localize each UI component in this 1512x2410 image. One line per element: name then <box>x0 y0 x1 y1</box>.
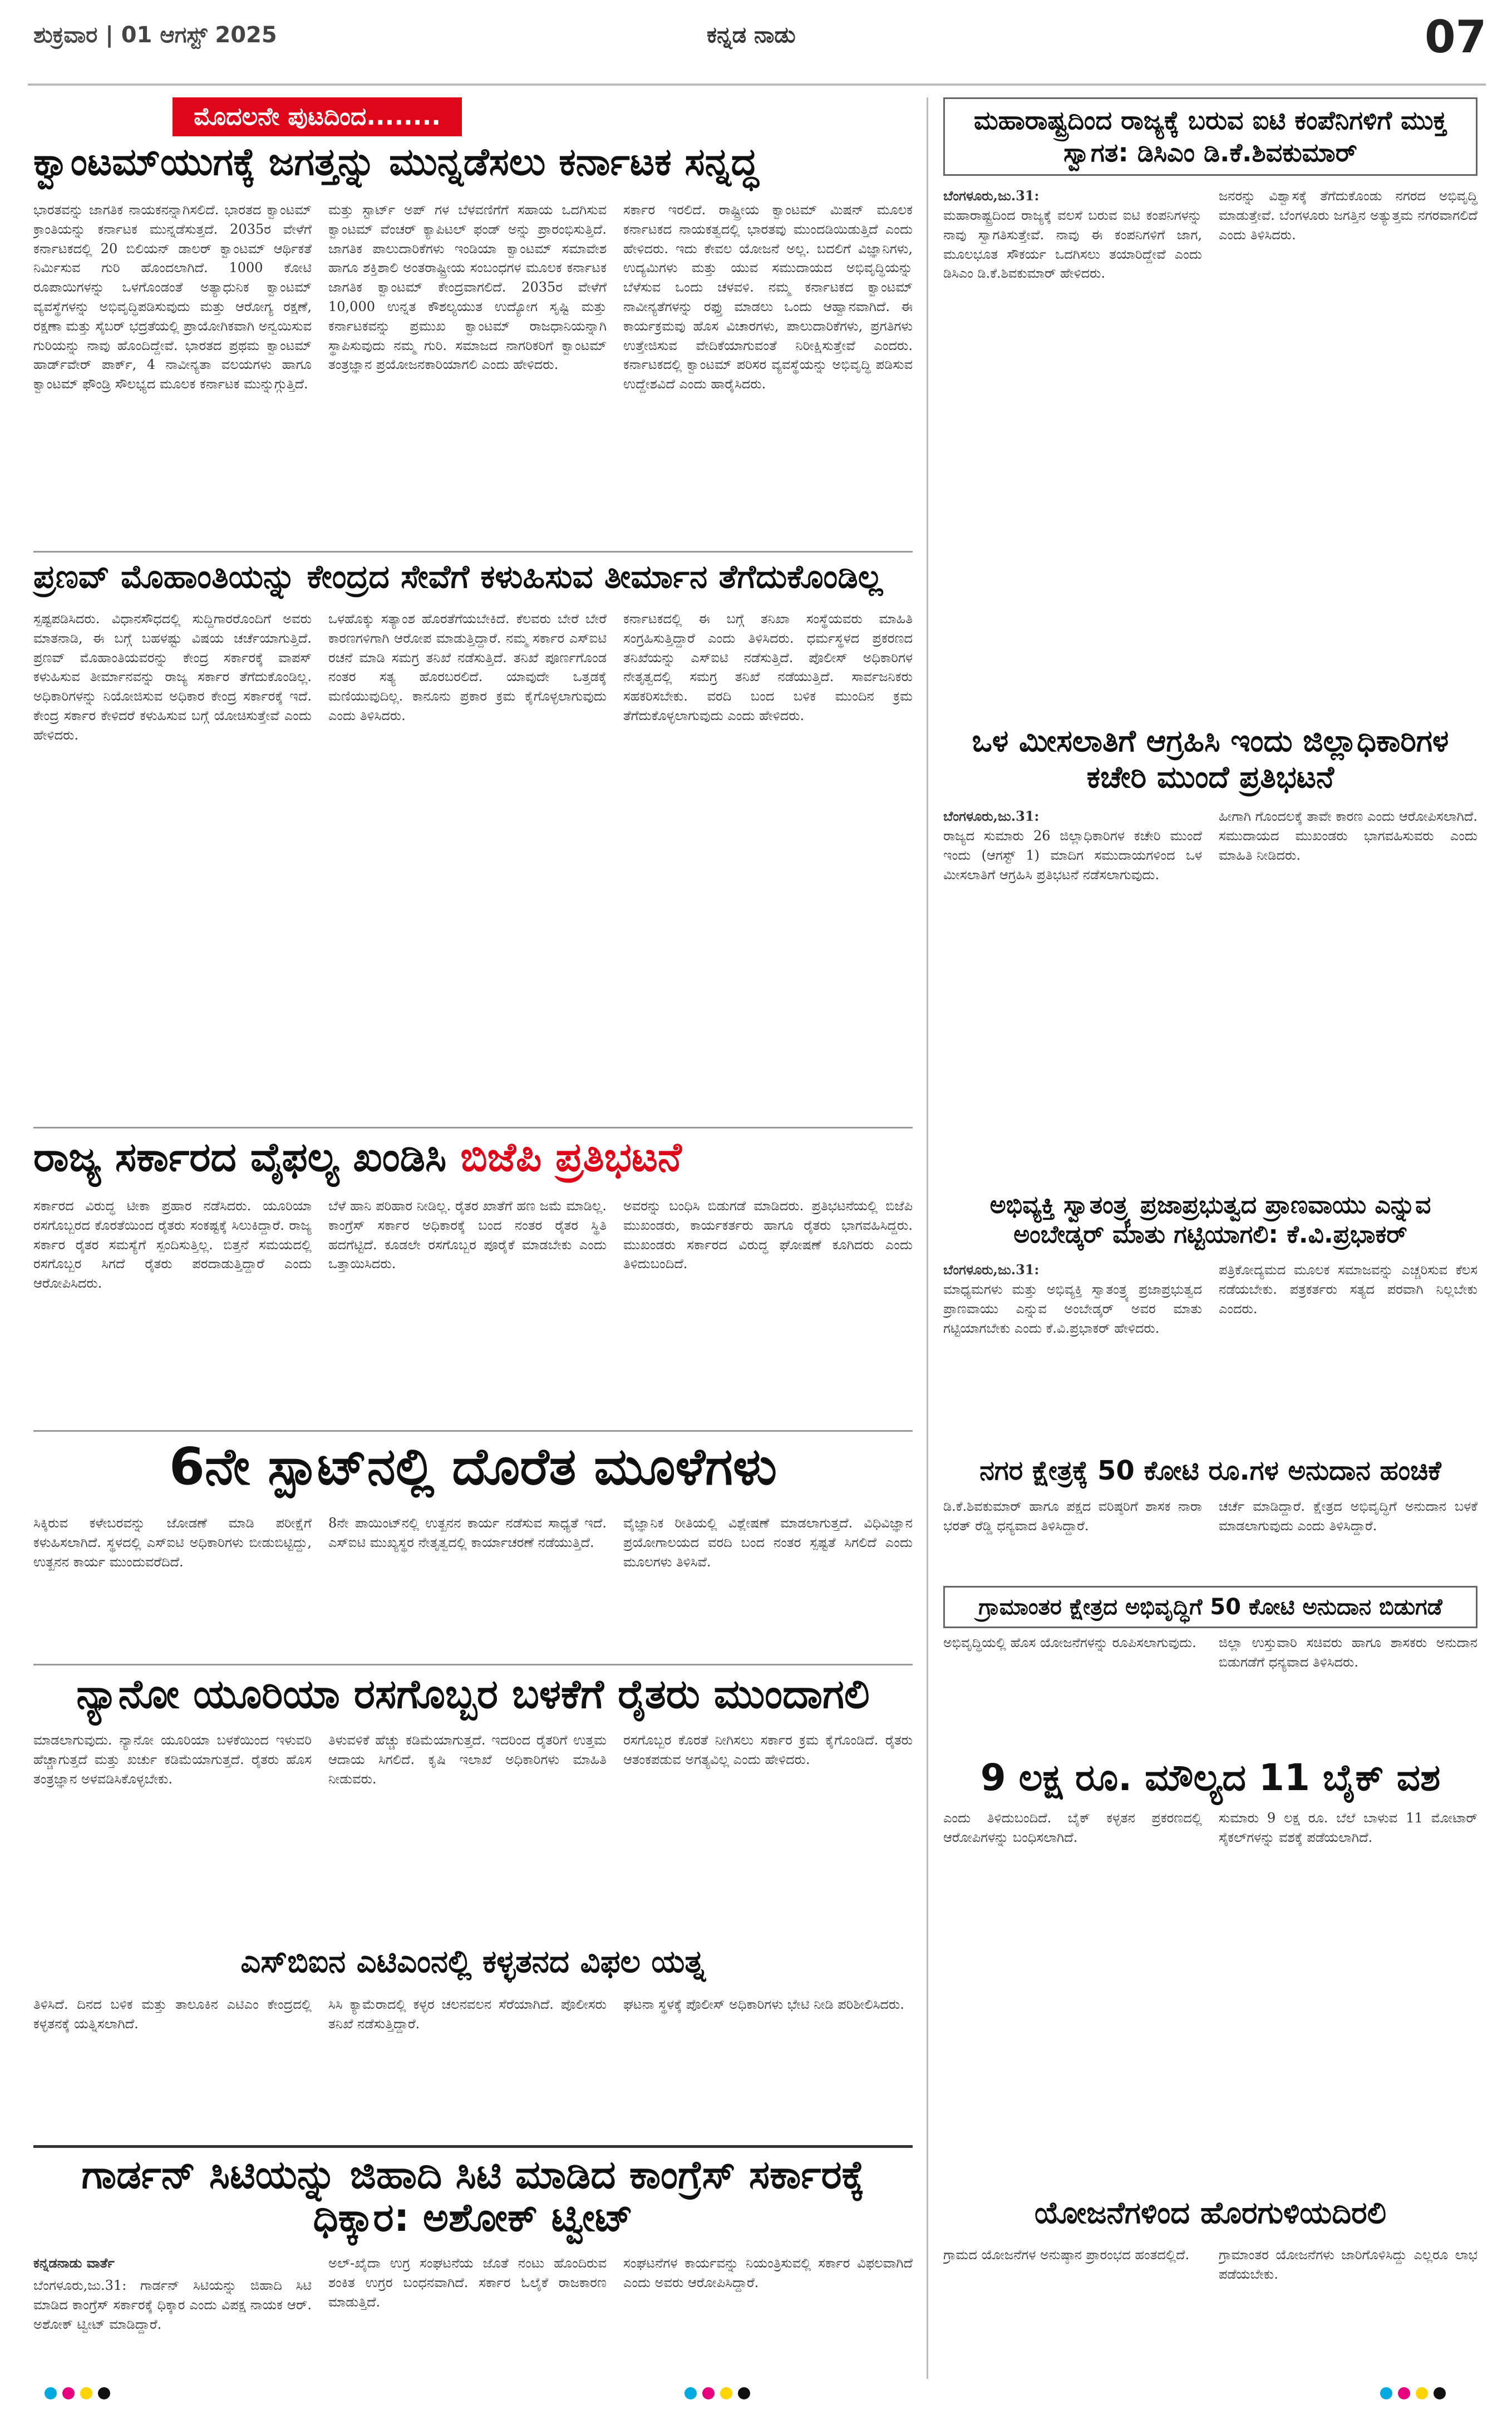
bones-col-2: 8ನೇ ಪಾಯಿಂಟ್‌ನಲ್ಲಿ ಉತ್ಖನನ ಕಾರ್ಯ ನಡೆಸುವ ಸಾಧ್ಯತೆ ಇದೆ. ಎಸ್‌ಐಟಿ ಮುಖ್ಯಸ್ಥರ ನೇತೃತ್ವದಲ್ಲಿ ಕಾರ್ಯಾಚರಣೆ ನಡೆಯುತ್ತಿದೆ. <box>328 1515 607 1550</box>
bones-col-3: ವೈಜ್ಞಾನಿಕ ರೀತಿಯಲ್ಲಿ ವಿಶ್ಲೇಷಣೆ ಮಾಡಲಾಗುತ್ತದೆ. ವಿಧಿವಿಜ್ಞಾನ ಪ್ರಯೋಗಾಲಯದ ವರದಿ ಬಂದ ನಂತರ ಸ್ಪಷ್ಟತೆ ಸಿಗಲಿದೆ ಎಂದು ಮೂಲಗಳು ತಿಳಿಸಿವೆ. <box>623 1515 913 1570</box>
bikes-headline: 9 ಲಕ್ಷ ರೂ. ಮೌಲ್ಯದ 11 ಬೈಕ್ ವಶ <box>980 1756 1441 1799</box>
atm-col-2: ಸಿಸಿ ಕ್ಯಾಮೆರಾದಲ್ಲಿ ಕಳ್ಳರ ಚಲನವಲನ ಸೆರೆಯಾಗಿದೆ. ಪೊಲೀಸರು ತನಿಖೆ ನಡೆಸುತ್ತಿದ್ದಾರೆ. <box>328 1997 607 2032</box>
garden-headline: ಗಾರ್ಡನ್ ಸಿಟಿಯನ್ನು ಜಿಹಾದಿ ಸಿಟಿ ಮಾಡಿದ ಕಾಂಗ್ರೆಸ್ ಸರ್ಕಾರಕ್ಕೆ ಧಿಕ್ಕಾರ: ಅಶೋಕ್ ಟ್ವೀಟ್ <box>81 2152 865 2240</box>
rural-grant-col-2: ಜಿಲ್ಲಾ ಉಸ್ತುವಾರಿ ಸಚಿವರು ಹಾಗೂ ಶಾಸಕರು ಅನುದಾನ ಬಿಡುಗಡೆಗೆ ಧನ್ಯವಾದ ತಿಳಿಸಿದರು. <box>1219 1635 1477 1670</box>
reg-dot <box>1416 2387 1428 2399</box>
reg-dot <box>738 2387 750 2399</box>
bjp-col-2: ಬೆಳೆ ಹಾನಿ ಪರಿಹಾರ ನೀಡಿಲ್ಲ. ರೈತರ ಖಾತೆಗೆ ಹಣ ಜಮೆ ಮಾಡಿಲ್ಲ. ಕಾಂಗ್ರೆಸ್ ಸರ್ಕಾರ ಅಧಿಕಾರಕ್ಕೆ ಬಂದ ನಂತರ ರೈತರ ಸ್ಥಿತಿ ಹದಗೆಟ್ಟಿದೆ. ಕೂಡಲೇ ರಸಗೊಬ್ಬರ ಪೂರೈಕೆ ಮಾಡಬೇಕು ಎಂದು ಒತ್ತಾಯಿಸಿದರು. <box>328 1198 607 1272</box>
ambedkar-col-2: ಪತ್ರಿಕೋದ್ಯಮದ ಮೂಲಕ ಸಮಾಜವನ್ನು ಎಚ್ಚರಿಸುವ ಕೆಲಸ ನಡೆಯಬೇಕು. ಪತ್ರಕರ್ತರು ಸತ್ಯದ ಪರವಾಗಿ ನಿಲ್ಲಬೇಕು ಎಂದರು. <box>1219 1262 1477 1317</box>
urea-col-1: ಮಾಡಲಾಗುವುದು. ನ್ಯಾನೋ ಯೂರಿಯಾ ಬಳಕೆಯಿಂದ ಇಳುವರಿ ಹೆಚ್ಚಾಗುತ್ತದೆ ಮತ್ತು ಖರ್ಚು ಕಡಿಮೆಯಾಗುತ್ತದೆ. ರೈತರು ಹೊಸ ತಂತ್ರಜ್ಞಾನ ಅಳವಡಿಸಿಕೊಳ್ಳಬೇಕು. <box>33 1732 312 1787</box>
garden-col-2: ಅಲ್-ಖೈದಾ ಉಗ್ರ ಸಂಘಟನೆಯ ಜೊತೆ ನಂಟು ಹೊಂದಿರುವ ಶಂಕಿತ ಉಗ್ರರ ಬಂಧನವಾಗಿದೆ. ಸರ್ಕಾರ ಓಲೈಕೆ ರಾಜಕಾರಣ ಮಾಡುತ್ತಿದೆ. <box>328 2255 607 2310</box>
ambedkar-col-1: ಮಾಧ್ಯಮಗಳು ಮತ್ತು ಅಭಿವ್ಯಕ್ತಿ ಸ್ವಾತಂತ್ರ್ಯ ಪ್ರಜಾಪ್ರಭುತ್ವದ ಪ್ರಾಣವಾಯು ಎನ್ನುವ ಅಂಬೇಡ್ಕರ್ ಅವರ ಮಾತು ಗಟ್ಟಿಯಾಗಬೇಕು ಎಂದು ಕೆ.ವಿ.ಪ್ರಭಾಕರ್ ಹೇಳಿದರು. <box>943 1282 1202 1336</box>
atm-col-1: ತಿಳಿಸಿದೆ. ದಿನದ ಬಳಿಕ ಮತ್ತು ತಾಲೂಕಿನ ಎಟಿಎಂ ಕೇಂದ್ರದಲ್ಲಿ ಕಳ್ಳತನಕ್ಕೆ ಯತ್ನಿಸಲಾಗಿದೆ. <box>33 1997 312 2032</box>
bones-col-1: ಸಿಕ್ಕಿರುವ ಕಳೇಬರವನ್ನು ಜೋಡಣೆ ಮಾಡಿ ಪರೀಕ್ಷೆಗೆ ಕಳುಹಿಸಲಾಗಿದೆ. ಸ್ಥಳದಲ್ಲಿ ಎಸ್‌ಐಟಿ ಅಧಿಕಾರಿಗಳು ಬೀಡುಬಿಟ್ಟಿದ್ದು, ಉತ್ಖನನ ಕಾರ್ಯ ಮುಂದುವರೆದಿದೆ. <box>33 1515 312 1570</box>
bjp-col-3: ಅವರನ್ನು ಬಂಧಿಸಿ ಬಿಡುಗಡೆ ಮಾಡಿದರು. ಪ್ರತಿಭಟನೆಯಲ್ಲಿ ಬಿಜೆಪಿ ಮುಖಂಡರು, ಕಾರ್ಯಕರ್ತರು ಹಾಗೂ ರೈತರು ಭಾಗವಹಿಸಿದ್ದರು. ಮುಖಂಡರು ಸರ್ಕಾರದ ವಿರುದ್ಧ ಘೋಷಣೆ ಕೂಗಿದರು ಎಂದು ತಿಳಿದುಬಂದಿದೆ. <box>623 1198 913 1272</box>
atm-headline: ಎಸ್‌ಬಿಐನ ಎಟಿಎಂನಲ್ಲಿ ಕಳ್ಳತನದ ವಿಫಲ ಯತ್ನ <box>240 1944 706 1980</box>
urea-col-3: ರಸಗೊಬ್ಬರ ಕೊರತೆ ನೀಗಿಸಲು ಸರ್ಕಾರ ಕ್ರಮ ಕೈಗೊಂಡಿದೆ. ರೈತರು ಆತಂಕಪಡುವ ಅಗತ್ಯವಿಲ್ಲ ಎಂದು ಹೇಳಿದರು. <box>623 1732 913 1767</box>
urea-col-2: ತಿಳುವಳಿಕೆ ಹೆಚ್ಚು ಕಡಿಮೆಯಾಗುತ್ತದೆ. ಇದರಿಂದ ರೈತರಿಗೆ ಉತ್ತಮ ಆದಾಯ ಸಿಗಲಿದೆ. ಕೃಷಿ ಇಲಾಖೆ ಅಧಿಕಾರಿಗಳು ಮಾಹಿತಿ ನೀಡುವರು. <box>328 1732 607 1787</box>
section-kicker: ಮೊದಲನೇ ಪುಟದಿಂದ........ <box>173 97 462 136</box>
quantum-headline: ಕ್ವಾಂಟಮ್‌ಯುಗಕ್ಕೆ ಜಗತ್ತನ್ನು ಮುನ್ನಡೆಸಲು ಕರ್ನಾಟಕ ಸನ್ನದ್ಧ <box>33 140 759 184</box>
reg-dot <box>720 2387 732 2399</box>
page-number: 07 <box>1425 11 1487 63</box>
schemes-col-1: ಗ್ರಾಮದ ಯೋಜನೆಗಳ ಅನುಷ್ಠಾನ ಪ್ರಾರಂಭದ ಹಂತದಲ್ಲಿದೆ. <box>943 2247 1190 2263</box>
registration-marks-left <box>45 2387 110 2399</box>
divider <box>33 551 913 553</box>
garden-byline: ಕನ್ನಡನಾಡು ವಾರ್ತೆ <box>33 2255 115 2271</box>
divider <box>33 1430 913 1432</box>
schemes-col-2: ಗ್ರಾಮಾಂತರ ಯೋಜನೆಗಳು ಜಾರಿಗೊಳಿಸಿದ್ದು ಎಲ್ಲರೂ ಲಾಭ ಪಡೆಯಬೇಕು. <box>1219 2247 1477 2282</box>
reservation-col-2: ಹೀಗಾಗಿ ಗೊಂದಲಕ್ಕೆ ತಾವೇ ಕಾರಣ ಎಂದು ಆರೋಪಿಸಲಾಗಿದೆ. ಸಮುದಾಯದ ಮುಖಂಡರು ಭಾಗವಹಿಸುವರು ಎಂದು ಮಾಹಿತಿ ನೀಡಿದರು. <box>1219 809 1477 863</box>
it-companies-col-1: ಮಹಾರಾಷ್ಟ್ರದಿಂದ ರಾಜ್ಯಕ್ಕೆ ವಲಸೆ ಬರುವ ಐಟಿ ಕಂಪನಿಗಳನ್ನು ನಾವು ಸ್ವಾಗತಿಸುತ್ತೇವೆ. ನಾವು ಈ ಕಂಪನಿಗಳಿಗೆ ಜಾಗ, ಮೂಲಭೂತ ಸೌಕರ್ಯ ಒದಗಿಸಲು ತಯಾರಿದ್ದೇವೆ ಎಂದು ಡಿಸಿಎಂ ಡಿ.ಕೆ.ಶಿವಕುಮಾರ್ ಹೇಳಿದರು. <box>943 208 1202 282</box>
ambedkar-headline: ಅಭಿವ್ಯಕ್ತಿ ಸ್ವಾತಂತ್ರ್ಯ ಪ್ರಜಾಪ್ರಭುತ್ವದ ಪ್ರಾಣವಾಯು ಎನ್ನುವ ಅಂಬೇಡ್ಕರ್ ಮಾತು ಗಟ್ಟಿಯಾಗಲಿ: ಕೆ.ವಿ.ಪ್ರಭಾಕರ್ <box>989 1191 1431 1249</box>
it-companies-col-2: ಜನರನ್ನು ವಿಶ್ವಾಸಕ್ಕೆ ತೆಗೆದುಕೊಂಡು ನಗರದ ಅಭಿವೃದ್ಧಿ ಮಾಡುತ್ತೇವೆ. ಬೆಂಗಳೂರು ಜಗತ್ತಿನ ಅತ್ಯುತ್ತಮ ನಗರವಾಗಲಿದೆ ಎಂದು ತಿಳಿಸಿದರು. <box>1219 188 1477 243</box>
reg-dot <box>98 2387 110 2399</box>
reg-dot <box>80 2387 92 2399</box>
reg-dot <box>702 2387 715 2399</box>
quantum-col-2: ಮತ್ತು ಸ್ಟಾರ್ಟ್ ಅಪ್ ಗಳ ಬೆಳವಣಿಗೆಗೆ ಸಹಾಯ ಒದಗಿಸುವ ಕ್ವಾಂಟಮ್ ವೆಂಚರ್ ಕ್ಯಾಪಿಟಲ್ ಫಂಡ್ ಅನ್ನು ಪ್ರಾರಂಭಿಸುತ್ತಿದೆ. ಜಾಗತಿಕ ಪಾಲುದಾರಿಕೆಗಳು ಇಂಡಿಯಾ ಕ್ವಾಂಟಮ್ ಸಮಾವೇಶ ಹಾಗೂ ಶಕ್ತಿಶಾಲಿ ಅಂತರಾಷ್ಟ್ರೀಯ ಸಂಬಂಧಗಳ ಮೂಲಕ ಕರ್ನಾಟಕ ಜಾಗತಿಕ ಕ್ವಾಂಟಮ್ ಕೇಂದ್ರವಾಗಲಿದೆ. 2035ರ ವೇಳೆಗೆ 10,000 ಉನ್ನತ ಕೌಶಲ್ಯಯುತ ಉದ್ಯೋಗ ಸೃಷ್ಟಿ ಮತ್ತು ಕರ್ನಾಟಕವನ್ನು ಪ್ರಮುಖ ಕ್ವಾಂಟಮ್ ರಾಜಧಾನಿಯನ್ನಾಗಿ ಸ್ಥಾಪಿಸುವುದು ನಮ್ಮ ಗುರಿ. ಸಮಾಜದ ನಾಗರಿಕರಿಗೆ ಕ್ವಾಂಟಮ್ ತಂತ್ರಜ್ಞಾನ ಪ್ರಯೋಜನಕಾರಿಯಾಗಲಿ ಎಂದು ಹೇಳಿದರು. <box>328 202 607 373</box>
it-companies-headline: ಮಹಾರಾಷ್ಟ್ರದಿಂದ ರಾಜ್ಯಕ್ಕೆ ಬರುವ ಐಟಿ ಕಂಪೆನಿಗಳಿಗೆ ಮುಕ್ತ ಸ್ವಾಗತ: ಡಿಸಿಎಂ ಡಿ.ಕೆ.ಶಿವಕುಮಾರ್ <box>943 97 1477 176</box>
atm-col-3: ಘಟನಾ ಸ್ಥಳಕ್ಕೆ ಪೊಲೀಸ್ ಅಧಿಕಾರಿಗಳು ಭೇಟಿ ನೀಡಿ ಪರಿಶೀಲಿಸಿದರು. <box>623 1997 904 2012</box>
schemes-headline: ಯೋಜನೆಗಳಿಂದ ಹೊರಗುಳಿಯದಿರಲಿ <box>1034 2195 1387 2230</box>
it-companies-dateline: ಬೆಂಗಳೂರು,ಜು.31: <box>943 188 1040 204</box>
reservation-headline: ಒಳ ಮೀಸಲಾತಿಗೆ ಆಗ್ರಹಿಸಿ ಇಂದು ಜಿಲ್ಲಾಧಿಕಾರಿಗಳ ಕಚೇರಿ ಮುಂದೆ ಪ್ರತಿಭಟನೆ <box>972 723 1449 795</box>
quantum-col-3: ಸರ್ಕಾರ ಇರಲಿದೆ. ರಾಷ್ಟ್ರೀಯ ಕ್ವಾಂಟಮ್ ಮಿಷನ್ ಮೂಲಕ ಕರ್ನಾಟಕದ ನಾಯಕತ್ವದಲ್ಲಿ ಭಾರತವು ಮುಂದಡಿಯಿಡುತ್ತಿದೆ ಎಂದು ಹೇಳಿದರು. ಇದು ಕೇವಲ ಯೋಜನೆ ಅಲ್ಲ. ಬದಲಿಗೆ ವಿಜ್ಞಾನಿಗಳು, ಉದ್ಯಮಿಗಳು ಮತ್ತು ಯುವ ಸಮುದಾಯದ ಅಭಿವೃದ್ಧಿಯನ್ನು ಬೆಳೆಸುವ ಒಂದು ಚಳವಳಿ. ನಮ್ಮ ಕರ್ನಾಟಕದ ಕ್ವಾಂಟಮ್ ನಾವೀನ್ಯತೆಗಳನ್ನು ರಫ್ತು ಮಾಡಲು ಒಂದು ಆಹ್ವಾನವಾಗಿದೆ. ಈ ಕಾರ್ಯಕ್ರಮವು ಹೊಸ ವಿಚಾರಗಳು, ಪಾಲುದಾರಿಕೆಗಳು, ಪ್ರಗತಿಗಳು ಉತ್ತೇಜಿಸುವ ವೇದಿಕೆಯಾಗುವಂತೆ ನಿರೀಕ್ಷಿಸುತ್ತೇವೆ ಎಂದರು. ಕರ್ನಾಟಕದಲ್ಲಿ ಕ್ವಾಂಟಮ್ ಪರಿಸರ ವ್ಯವಸ್ಥೆಯನ್ನು ಅಭಿವೃದ್ಧಿ ಪಡಿಸುವ ಉದ್ದೇಶವಿದೆ ಎಂದು ಹಾರೈಸಿದರು. <box>623 202 913 392</box>
issue-date: ಶುಕ್ರವಾರ | 01 ಆಗಸ್ಟ್ 2025 <box>33 22 277 48</box>
reg-dot <box>684 2387 697 2399</box>
column-separator <box>927 97 928 2379</box>
pranav-col-1: ಸ್ಪಷ್ಟಪಡಿಸಿದರು. ವಿಧಾನಸೌಧದಲ್ಲಿ ಸುದ್ದಿಗಾರರೊಂದಿಗೆ ಅವರು ಮಾತನಾಡಿ, ಈ ಬಗ್ಗೆ ಬಹಳಷ್ಟು ವಿಷಯ ಚರ್ಚೆಯಾಗುತ್ತಿದೆ. ಪ್ರಣವ್ ಮೊಹಾಂತಿಯವರನ್ನು ಕೇಂದ್ರ ಸರ್ಕಾರಕ್ಕೆ ವಾಪಸ್ ಕಳುಹಿಸುವ ತೀರ್ಮಾನವನ್ನು ರಾಜ್ಯ ಸರ್ಕಾರ ತೆಗೆದುಕೊಂಡಿಲ್ಲ. ಅಧಿಕಾರಿಗಳನ್ನು ನಿಯೋಜಿಸುವ ಅಧಿಕಾರ ಕೇಂದ್ರ ಸರ್ಕಾರಕ್ಕೆ ಇದೆ. ಕೇಂದ್ರ ಸರ್ಕಾರ ಕೇಳಿದರೆ ಕಳುಹಿಸುವ ಬಗ್ಗೆ ಯೋಚಿಸುತ್ತೇವೆ ಎಂದು ಹೇಳಿದರು. <box>33 611 312 743</box>
reservation-col-1: ರಾಜ್ಯದ ಸುಮಾರು 26 ಜಿಲ್ಲಾಧಿಕಾರಿಗಳ ಕಚೇರಿ ಮುಂದೆ ಇಂದು (ಆಗಸ್ಟ್ 1) ಮಾದಿಗ ಸಮುದಾಯಗಳಿಂದ ಒಳ ಮೀಸಲಾತಿಗೆ ಆಗ್ರಹಿಸಿ ಪ್ರತಿಭಟನೆ ನಡೆಸಲಾಗುವುದು. <box>943 828 1202 883</box>
bikes-col-1: ಎಂದು ತಿಳಿದುಬಂದಿದೆ. ಬೈಕ್ ಕಳ್ಳತನ ಪ್ರಕರಣದಲ್ಲಿ ಆರೋಪಿಗಳನ್ನು ಬಂಧಿಸಲಾಗಿದೆ. <box>943 1810 1202 1845</box>
bjp-headline-highlight: ಬಿಜೆಪಿ ಪ್ರತಿಭಟನೆ <box>460 1133 682 1180</box>
ambedkar-dateline: ಬೆಂಗಳೂರು,ಜು.31: <box>943 1261 1040 1278</box>
pranav-col-2: ಒಳಹೊಕ್ಕು ಸತ್ಯಾಂಶ ಹೊರತೆಗೆಯಬೇಕಿದೆ. ಕೆಲವರು ಬೇರೆ ಬೇರೆ ಕಾರಣಗಳಿಗಾಗಿ ಆರೋಪ ಮಾಡುತ್ತಿದ್ದಾರೆ. ನಮ್ಮ ಸರ್ಕಾರ ಎಸ್‌ಐಟಿ ರಚನೆ ಮಾಡಿ ಸಮಗ್ರ ತನಿಖೆ ನಡೆಸುತ್ತಿದೆ. ತನಿಖೆ ಪೂರ್ಣಗೊಂಡ ನಂತರ ಸತ್ಯ ಹೊರಬರಲಿದೆ. ಯಾವುದೇ ಒತ್ತಡಕ್ಕೆ ಮಣಿಯುವುದಿಲ್ಲ. ಕಾನೂನು ಪ್ರಕಾರ ಕ್ರಮ ಕೈಗೊಳ್ಳಲಾಗುವುದು ಎಂದು ತಿಳಿಸಿದರು. <box>328 611 607 723</box>
masthead-brand: ಕನ್ನಡ ನಾಡು <box>707 22 796 48</box>
bikes-col-2: ಸುಮಾರು 9 ಲಕ್ಷ ರೂ. ಬೆಲೆ ಬಾಳುವ 11 ಮೋಟಾರ್ ಸೈಕಲ್‌ಗಳನ್ನು ವಶಕ್ಕೆ ಪಡೆಯಲಾಗಿದೆ. <box>1219 1810 1477 1845</box>
divider <box>33 2145 913 2148</box>
registration-marks-right <box>1380 2387 1446 2399</box>
garden-col-3: ಸಂಘಟನೆಗಳ ಕಾರ್ಯವನ್ನು ನಿಯಂತ್ರಿಸುವಲ್ಲಿ ಸರ್ಕಾರ ವಿಫಲವಾಗಿದೆ ಎಂದು ಅವರು ಆರೋಪಿಸಿದ್ದಾರೆ. <box>623 2255 913 2290</box>
reg-dot <box>45 2387 57 2399</box>
garden-col-1: ಬೆಂಗಳೂರು,ಜು.31: ಗಾರ್ಡನ್ ಸಿಟಿಯನ್ನು ಜಿಹಾದಿ ಸಿಟಿ ಮಾಡಿದ ಕಾಂಗ್ರೆಸ್ ಸರ್ಕಾರಕ್ಕೆ ಧಿಕ್ಕಾರ ಎಂದು ವಿಪಕ್ಷ ನಾಯಕ ಆರ್. ಅಶೋಕ್ ಟ್ವೀಟ್ ಮಾಡಿದ್ದಾರೆ. <box>33 2278 312 2332</box>
city-grant-col-1: ಡಿ.ಕೆ.ಶಿವಕುಮಾರ್ ಹಾಗೂ ಪಕ್ಷದ ವರಿಷ್ಠರಿಗೆ ಶಾಸಕ ನಾರಾ ಭರತ್ ರೆಡ್ಡಿ ಧನ್ಯವಾದ ತಿಳಿಸಿದ್ದಾರೆ. <box>943 1499 1202 1534</box>
reg-dot <box>1434 2387 1446 2399</box>
divider <box>33 1127 913 1128</box>
bjp-headline-main: ರಾಜ್ಯ ಸರ್ಕಾರದ ವೈಫಲ್ಯ ಖಂಡಿಸಿ <box>33 1133 447 1180</box>
rural-grant-headline: ಗ್ರಾಮಾಂತರ ಕ್ಷೇತ್ರದ ಅಭಿವೃದ್ಧಿಗೆ 50 ಕೋಟಿ ಅನುದಾನ ಬಿಡುಗಡೆ <box>943 1586 1477 1628</box>
bjp-col-1: ಸರ್ಕಾರದ ವಿರುದ್ಧ ಟೀಕಾ ಪ್ರಹಾರ ನಡೆಸಿದರು. ಯೂರಿಯಾ ರಸಗೊಬ್ಬರದ ಕೊರತೆಯಿಂದ ರೈತರು ಸಂಕಷ್ಟಕ್ಕೆ ಸಿಲುಕಿದ್ದಾರೆ. ರಾಜ್ಯ ಸರ್ಕಾರ ರೈತರ ಸಮಸ್ಯೆಗೆ ಸ್ಪಂದಿಸುತ್ತಿಲ್ಲ. ಬಿತ್ತನೆ ಸಮಯದಲ್ಲಿ ರಸಗೊಬ್ಬರ ಸಿಗದೆ ರೈತರು ಪರದಾಡುತ್ತಿದ್ದಾರೆ ಎಂದು ಆರೋಪಿಸಿದರು. <box>33 1198 312 1292</box>
pranav-col-3: ಕರ್ನಾಟಕದಲ್ಲಿ ಈ ಬಗ್ಗೆ ತನಿಖಾ ಸಂಸ್ಥೆಯವರು ಮಾಹಿತಿ ಸಂಗ್ರಹಿಸುತ್ತಿದ್ದಾರೆ ಎಂದು ತಿಳಿಸಿದರು. ಧರ್ಮಸ್ಥಳದ ಪ್ರಕರಣದ ತನಿಖೆಯನ್ನು ಎಸ್‌ಐಟಿ ನಡೆಸುತ್ತಿದೆ. ಪೊಲೀಸ್ ಅಧಿಕಾರಿಗಳ ನೇತೃತ್ವದಲ್ಲಿ ಸಮಗ್ರ ತನಿಖೆ ನಡೆಯುತ್ತಿದೆ. ಸಾರ್ವಜನಿಕರು ಸಹಕರಿಸಬೇಕು. ವರದಿ ಬಂದ ಬಳಿಕ ಮುಂದಿನ ಕ್ರಮ ತೆಗೆದುಕೊಳ್ಳಲಾಗುವುದು ಎಂದು ಹೇಳಿದರು. <box>623 611 913 723</box>
registration-marks-center <box>684 2387 750 2399</box>
city-grant-headline: ನಗರ ಕ್ಷೇತ್ರಕ್ಕೆ 50 ಕೋಟಿ ರೂ.ಗಳ ಅನುದಾನ ಹಂಚಿಕೆ <box>979 1455 1441 1486</box>
reservation-dateline: ಬೆಂಗಳೂರು,ಜು.31: <box>943 808 1040 824</box>
bjp-headline <box>33 1135 913 1179</box>
quantum-col-1: ಭಾರತವನ್ನು ಜಾಗತಿಕ ನಾಯಕನನ್ನಾಗಿಸಲಿದೆ. ಭಾರತದ ಕ್ವಾಂಟಮ್ ಕ್ರಾಂತಿಯನ್ನು ಕರ್ನಾಟಕ ಮುನ್ನಡೆಸುತ್ತದೆ. 2035ರ ವೇಳೆಗೆ ಕರ್ನಾಟಕದಲ್ಲಿ 20 ಬಿಲಿಯನ್ ಡಾಲರ್ ಕ್ವಾಂಟಮ್ ಆರ್ಥಿಕತೆ ನಿರ್ಮಿಸುವ ಗುರಿ ಹೊಂದಲಾಗಿದೆ. 1000 ಕೋಟಿ ರೂಪಾಯಿಗಳನ್ನು ಒಳಗೊಂಡಂತೆ ಅತ್ಯಾಧುನಿಕ ಕ್ವಾಂಟಮ್ ವ್ಯವಸ್ಥೆಗಳನ್ನು ಅಭಿವೃದ್ಧಿಪಡಿಸುವುದು ಮತ್ತು ಆರೋಗ್ಯ ರಕ್ಷಣೆ, ರಕ್ಷಣಾ ಮತ್ತು ಸೈಬರ್ ಭದ್ರತೆಯಲ್ಲಿ ಪ್ರಾಯೋಗಿಕವಾಗಿ ಅನ್ವಯಿಸುವ ಗುರಿಯನ್ನು ನಾವು ಹೊಂದಿದ್ದೇವೆ. ಭಾರತದ ಪ್ರಥಮ ಕ್ವಾಂಟಮ್ ಹಾರ್ಡ್‌ವೇರ್ ಪಾರ್ಕ್, 4 ನಾವೀನ್ಯತಾ ವಲಯಗಳು ಹಾಗೂ ಕ್ವಾಂಟಮ್ ಫೌಂಡ್ರಿ ಸೌಲಭ್ಯದ ಮೂಲಕ ಕರ್ನಾಟಕ ಮುನ್ನುಗ್ಗುತ್ತಿದೆ. <box>33 202 312 392</box>
bones-headline: 6ನೇ ಸ್ಪಾಟ್‌ನಲ್ಲಿ ದೊರೆತ ಮೂಳೆಗಳು <box>169 1437 777 1496</box>
reg-dot <box>62 2387 75 2399</box>
reg-dot <box>1398 2387 1410 2399</box>
pranav-headline: ಪ್ರಣವ್ ಮೊಹಾಂತಿಯನ್ನು ಕೇಂದ್ರದ ಸೇವೆಗೆ ಕಳುಹಿಸುವ ತೀರ್ಮಾನ ತೆಗೆದುಕೊಂಡಿಲ್ಲ <box>33 558 883 595</box>
city-grant-col-2: ಚರ್ಚೆ ಮಾಡಿದ್ದಾರೆ. ಕ್ಷೇತ್ರದ ಅಭಿವೃದ್ಧಿಗೆ ಅನುದಾನ ಬಳಕೆ ಮಾಡಲಾಗುವುದು ಎಂದು ತಿಳಿಸಿದ್ದಾರೆ. <box>1219 1499 1477 1534</box>
reg-dot <box>1380 2387 1392 2399</box>
divider <box>33 1664 913 1665</box>
urea-headline: ನ್ಯಾನೋ ಯೂರಿಯಾ ರಸಗೊಬ್ಬರ ಬಳಕೆಗೆ ರೈತರು ಮುಂದಾಗಲಿ <box>76 1670 870 1717</box>
rural-grant-col-1: ಅಭಿವೃದ್ಧಿಯಲ್ಲಿ ಹೊಸ ಯೋಜನೆಗಳನ್ನು ರೂಪಿಸಲಾಗುವುದು. <box>943 1635 1196 1650</box>
header-divider <box>28 83 1486 86</box>
